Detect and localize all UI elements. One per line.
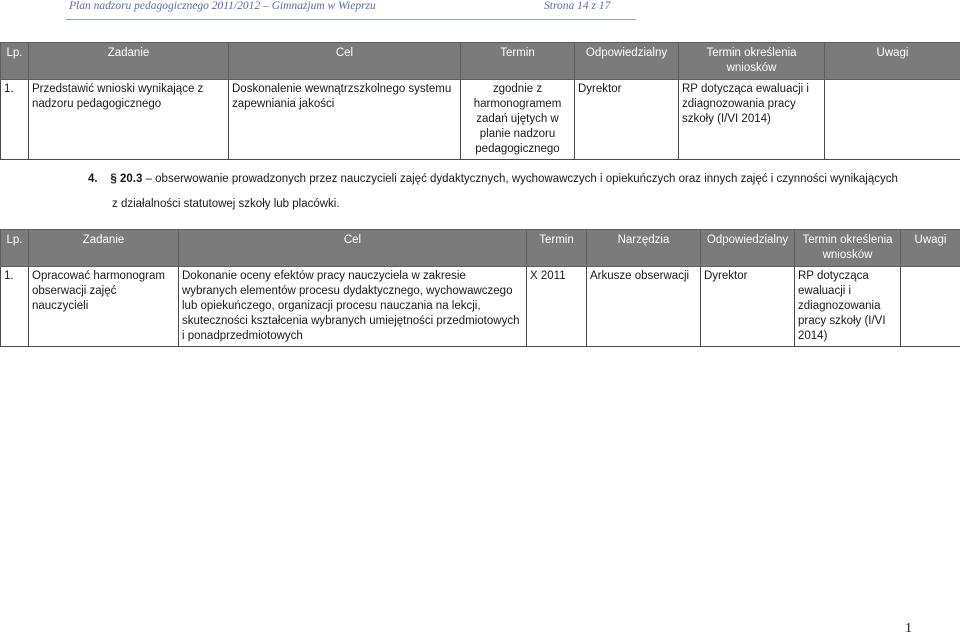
col-header-termin-wnioskow: Termin określenia wniosków (679, 43, 825, 80)
section-text-line1: – obserwowanie prowadzonych przez nauczycieli zajęć dydaktycznych, wychowawczych i opiekuńczych oraz innych zajęć i czynności wynikających (145, 173, 898, 185)
paragraph-reference: § 20.3 (110, 173, 143, 185)
col-header-termin: Termin (527, 230, 587, 267)
col-header-uwagi: Uwagi (901, 230, 960, 267)
section-number: 4. (88, 173, 98, 185)
cell-zadanie: Opracować harmonogram obserwacji zajęć nauczycieli (29, 267, 179, 347)
page-header (66, 0, 636, 20)
section-text-line2: z działalności statutowej szkoły lub placówki. (112, 198, 340, 210)
table-row (1, 80, 960, 160)
cell-cel: Dokonanie oceny efektów pracy nauczyciela w zakresie wybranych elementów procesu dydaktycznego, wychowawczego lub opiekuńczego, organizacji procesu nauczania na lekcji, skuteczności kształcenia wybranych umiejętności przedmiotowych i ponadprzedmiotowych (179, 267, 527, 347)
table-header-row (1, 230, 960, 267)
cell-zadanie: Przedstawić wnioski wynikające z nadzoru pedagogicznego (29, 80, 229, 160)
nadzor-table-2 (0, 229, 960, 347)
nadzor-table-1 (0, 42, 960, 160)
cell-odpowiedzialny: Dyrektor (575, 80, 679, 160)
page-number: 1 (905, 621, 912, 636)
cell-cel: Doskonalenie wewnątrzszkolnego systemu zapewniania jakości (229, 80, 461, 160)
col-header-cel: Cel (229, 43, 461, 80)
col-header-termin-wnioskow: Termin określenia wniosków (795, 230, 901, 267)
cell-uwagi (825, 80, 960, 160)
cell-lp: 1. (1, 267, 29, 347)
col-header-cel: Cel (179, 230, 527, 267)
col-header-zadanie: Zadanie (29, 230, 179, 267)
header-rule (66, 19, 636, 20)
cell-termin: X 2011 (527, 267, 587, 347)
cell-termin: zgodnie z harmonogramem zadań ujętych w planie nadzoru pedagogicznego (461, 80, 575, 160)
cell-narzedzia: Arkusze obserwacji (587, 267, 701, 347)
document-title: Plan nadzoru pedagogicznego 2011/2012 – Gimnazjum w Wieprzu (69, 0, 376, 12)
cell-lp: 1. (1, 80, 29, 160)
col-header-narzedzia: Narzędzia (587, 230, 701, 267)
col-header-zadanie: Zadanie (29, 43, 229, 80)
cell-uwagi (901, 267, 960, 347)
col-header-odpowiedzialny: Odpowiedzialny (701, 230, 795, 267)
col-header-lp: Lp. (1, 230, 29, 267)
col-header-lp: Lp. (1, 43, 29, 80)
page-indicator: Strona 14 z 17 (544, 0, 611, 12)
table-header-row (1, 43, 960, 80)
cell-odpowiedzialny: Dyrektor (701, 267, 795, 347)
cell-termin-wnioskow: RP dotycząca ewaluacji i zdiagnozowania pracy szkoły (I/VI 2014) (795, 267, 901, 347)
col-header-termin: Termin (461, 43, 575, 80)
cell-termin-wnioskow: RP dotycząca ewaluacji i zdiagnozowania pracy szkoły (I/VI 2014) (679, 80, 825, 160)
table-row (1, 267, 960, 347)
col-header-odpowiedzialny: Odpowiedzialny (575, 43, 679, 80)
col-header-uwagi: Uwagi (825, 43, 960, 80)
